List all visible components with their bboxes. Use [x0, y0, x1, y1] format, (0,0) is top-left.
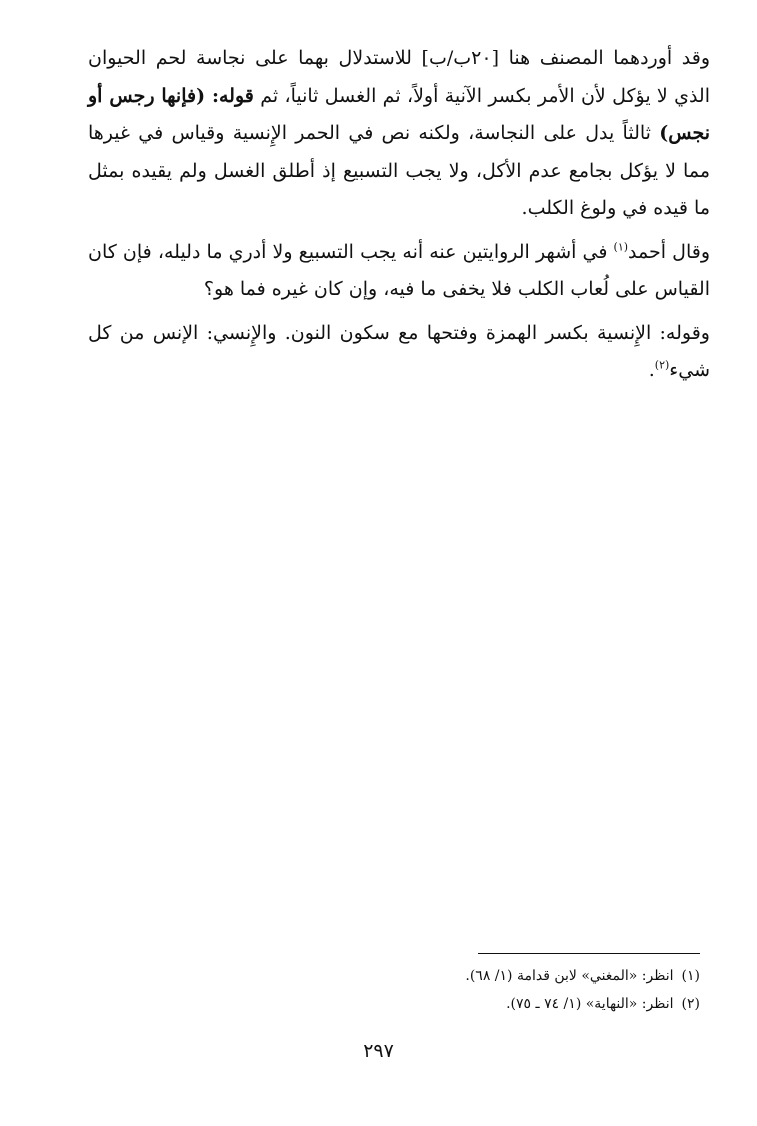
footnotes [88, 962, 700, 1018]
paragraph-3-text-b: . [648, 359, 655, 381]
footnote-1-number: (١) [681, 968, 700, 984]
footnote-1-text: انظر: «المغني» لابن قدامة (١/ ٦٨). [465, 968, 674, 984]
footnote-2-number: (٢) [681, 996, 700, 1012]
footnote-ref-2[interactable]: (٢) [654, 358, 670, 372]
paragraph-1-text-a: وقد أوردهما المصنف هنا [٢٠ب/ب] للاستدلال بهما على نجاسة لحم الحيوان الذي لا يؤكل لأن الأمر بكسر الآنية أولاً، ثم الغسل ثانياً، ثم [88, 47, 710, 107]
paragraph-2-text-a: وقال أحمد [628, 240, 710, 263]
footnote-2 [88, 990, 700, 1018]
main-text [88, 40, 710, 396]
footnote-separator [478, 953, 700, 954]
paragraph-1-text-b: ثالثاً يدل على النجاسة، ولكنه نص في الحمر الإِنسية وقياس في غيرها مما لا يؤكل بجامع عدم الأكل، ولا يجب التسبيع إذ أطلق الغسل ولم يقيده بمثل ما قيده في ولوغ الكلب. [88, 122, 710, 219]
paragraph-1 [88, 40, 710, 228]
paragraph-3-text-a: وقوله: الإِنسية بكسر الهمزة وفتحها مع سكون النون. والإِنسي: الإنس من كل شيء [88, 321, 710, 381]
footnote-ref-1[interactable]: (١) [613, 240, 629, 254]
page-number: ٢٩٧ [363, 1040, 394, 1062]
footnote-2-text: انظر: «النهاية» (١/ ٧٤ ـ ٧٥). [506, 996, 674, 1012]
footnote-1 [88, 962, 700, 990]
paragraph-3 [88, 315, 710, 390]
paragraph-2-text-b: في أشهر الروايتين عنه أنه يجب التسبيع ولا أدري ما دليله، فإن كان القياس على لُعاب الكلب فلا يخفى ما فيه، وإن كان غيره فما هو؟ [88, 240, 710, 300]
quoted-phrase: قوله: (فإنها رجس أو نجس) [88, 84, 710, 144]
paragraph-2 [88, 234, 710, 309]
